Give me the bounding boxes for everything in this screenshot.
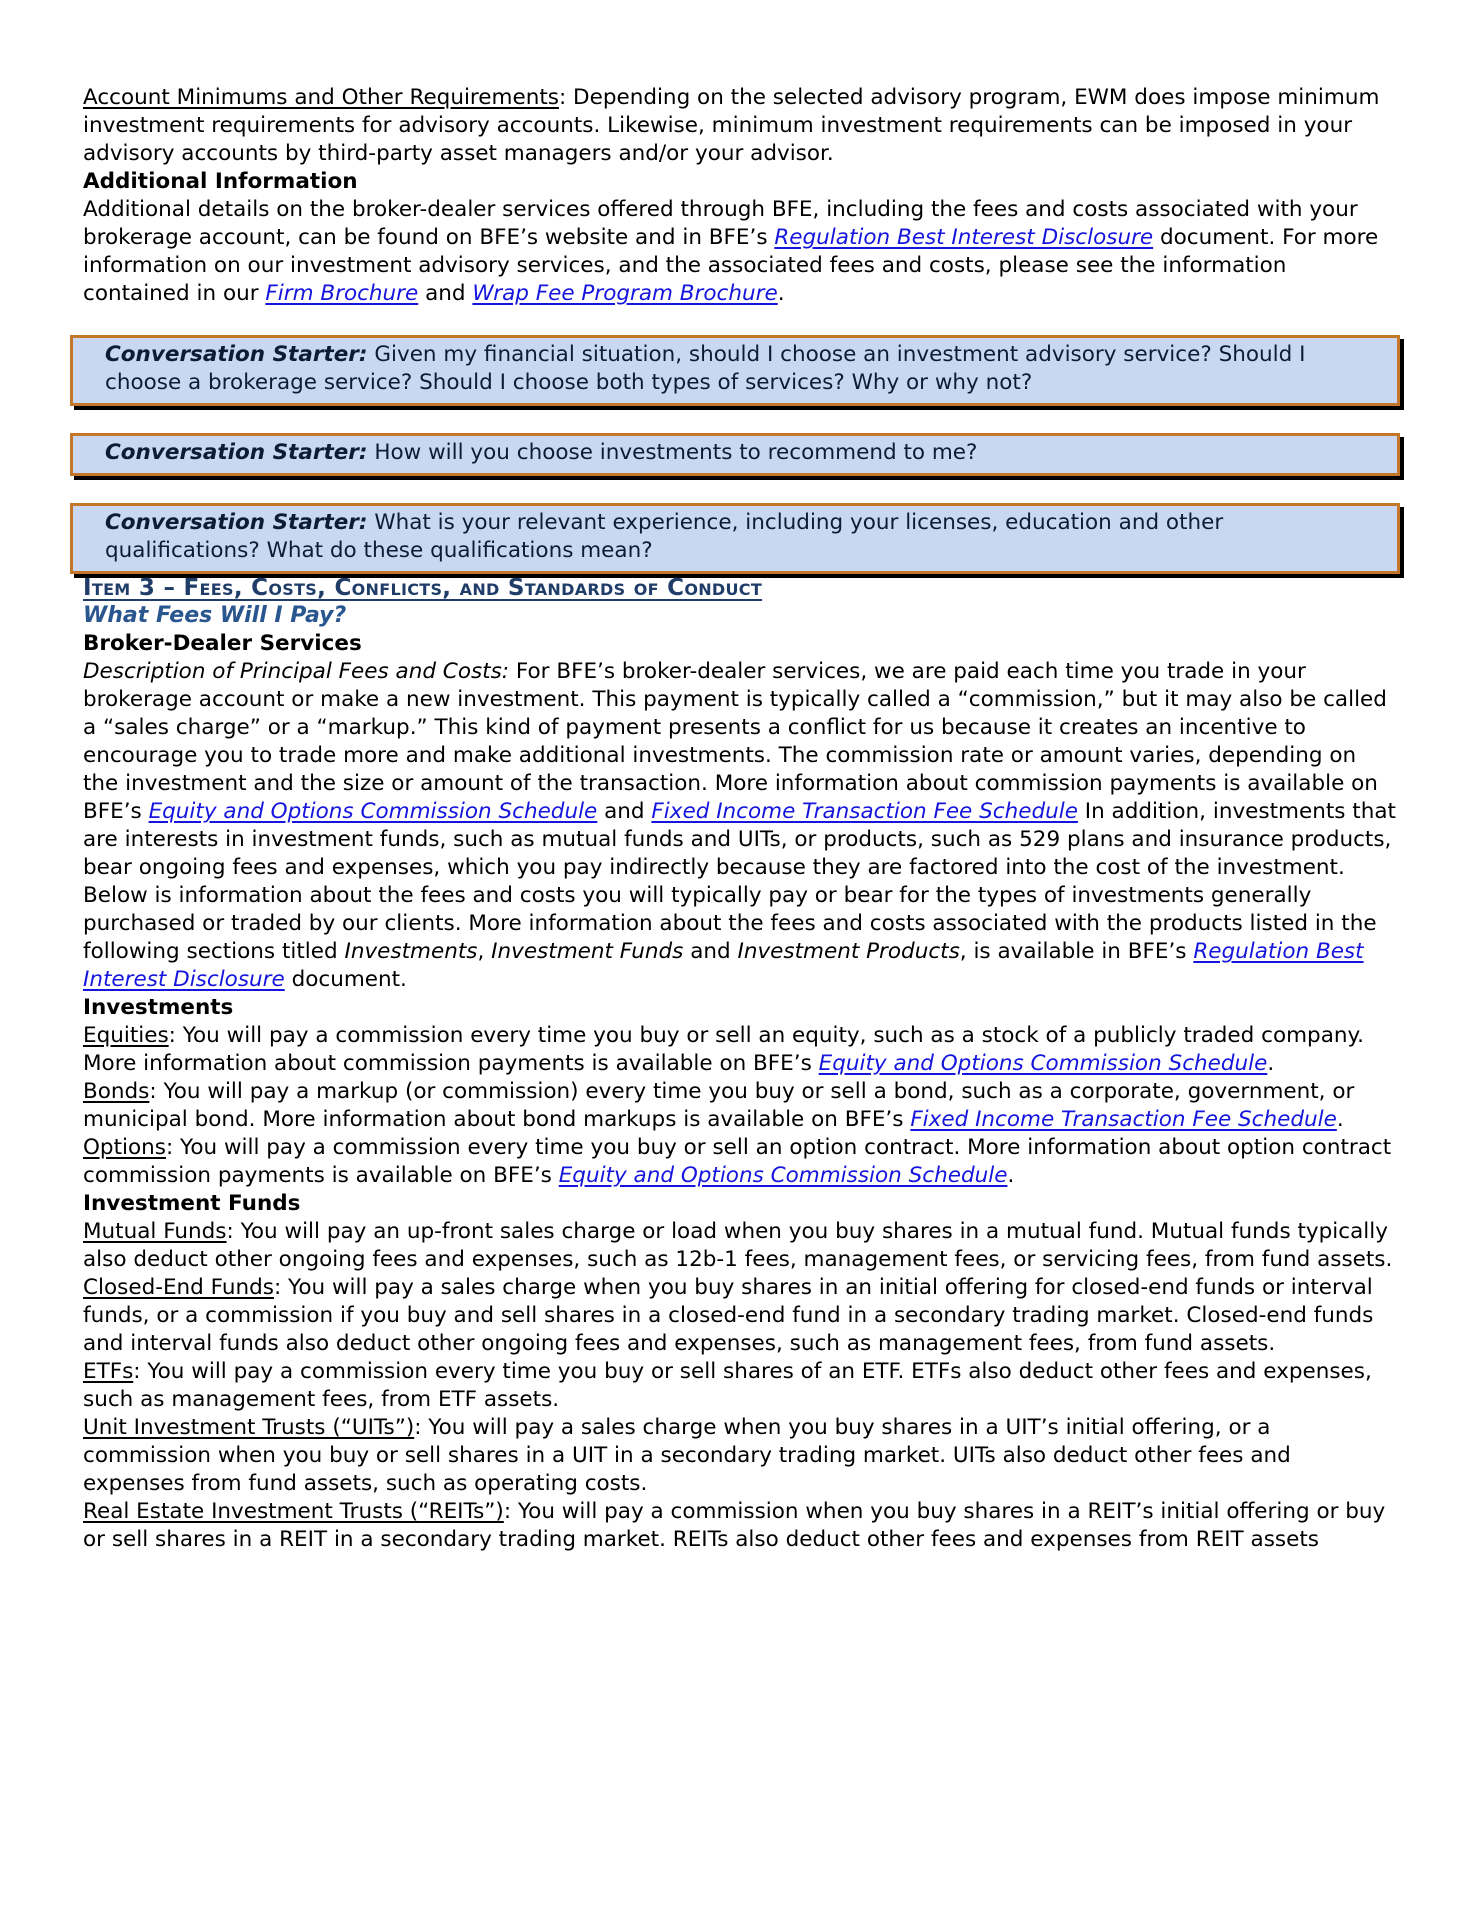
- text-run: Investment Funds: [491, 939, 684, 964]
- text-run: and: [683, 939, 738, 964]
- heading-item-3: [83, 574, 1397, 602]
- text-run: In addition, investments that are interests in investment funds, such as mutual funds and UITs, or products, such as 529 plans and insurance products, bear ongoing fees and expenses, which you pay indirectly because they are factored into the cost of the investment. Below is information about the fees and costs you will typically pay or bear for the types of investments generally purchased or traded by our clients. More information about the fees and costs associated with the products listed in the following sections titled: [83, 799, 1396, 964]
- text-run: : You will pay a commission every time you buy or sell an equity, such as a stock of a publicly traded company. More information about commission payments is available on BFE’s: [83, 1023, 1364, 1076]
- conversation-starter-text: [105, 341, 1377, 397]
- para-mutual-funds: [83, 1218, 1397, 1274]
- inline-link-fixed-income-transaction-fee-schedule[interactable]: Fixed Income Transaction Fee Schedule: [651, 799, 1078, 824]
- text-run: document.: [284, 967, 407, 992]
- text-run: Options: [83, 1135, 166, 1160]
- text-run: Investments: [344, 939, 478, 964]
- conversation-starter-text: [105, 439, 1377, 467]
- text-run: Mutual Funds: [83, 1219, 227, 1244]
- text-run: : You will pay a sales charge when you buy shares in a UIT’s initial offering, or a commission when you buy or sell shares in a UIT in a secondary trading market. UITs also deduct other fees and expenses from fund assets, such as operating costs.: [83, 1415, 1291, 1496]
- text-run: .: [777, 281, 785, 306]
- text-run: Conversation Starter:: [105, 440, 368, 465]
- text-run: What Fees Will I Pay?: [83, 603, 347, 628]
- text-run: document. For more information on our investment advisory services, and the associated fees and costs, please see the information contained in our: [83, 225, 1379, 306]
- text-run: Account Minimums and Other Requirements: [83, 85, 559, 110]
- text-run: : You will pay a commission when you buy shares in a REIT’s initial offering or buy or sell shares in a REIT in a secondary trading market. REITs also deduct other fees and expenses from REIT assets: [83, 1499, 1386, 1552]
- conversation-starter-box-1: [70, 335, 1400, 406]
- inline-link-equity-and-options-commission-schedule[interactable]: Equity and Options Commission Schedule: [558, 1163, 1008, 1188]
- text-run: and: [597, 799, 652, 824]
- inline-link-wrap-fee-program-brochure[interactable]: Wrap Fee Program Brochure: [472, 281, 778, 306]
- para-closed-end-funds: [83, 1274, 1397, 1358]
- heading-what-fees-will-i-pay: [83, 602, 1397, 630]
- inline-link-regulation-best-interest-disclosure[interactable]: Regulation Best Interest Disclosure: [83, 939, 1364, 992]
- para-uits: [83, 1414, 1397, 1498]
- text-run: Item 3 – Fees, Costs, Conflicts, and Standards of Conduct: [83, 575, 763, 601]
- text-run: .: [1336, 1107, 1344, 1132]
- inline-link-equity-and-options-commission-schedule[interactable]: Equity and Options Commission Schedule: [148, 799, 598, 824]
- text-run: Investments: [83, 995, 234, 1020]
- text-run: Additional Information: [83, 169, 358, 194]
- text-run: Additional details on the broker-dealer services offered through BFE, including the fees and costs associated with your brokerage account, can be found on BFE’s website and in BFE’s: [83, 197, 1358, 250]
- text-run: .: [1007, 1163, 1015, 1188]
- text-run: : You will pay a sales charge when you buy shares in an initial offering for closed-end funds or interval funds, or a commission if you buy and sell shares in a closed-end fund in a secondary trading market. Closed-end funds and interval funds also deduct other ongoing fees and expenses, such as management fees, from fund assets.: [83, 1275, 1374, 1356]
- text-run: .: [1267, 1051, 1275, 1076]
- document-content: [83, 84, 1397, 1554]
- text-run: : You will pay a commission every time you buy or sell an option contract. More information about option contract commission payments is available on BFE’s: [83, 1135, 1392, 1188]
- inline-link-firm-brochure[interactable]: Firm Brochure: [265, 281, 419, 306]
- para-options: [83, 1134, 1397, 1190]
- text-run: Investment Funds: [83, 1191, 301, 1216]
- text-run: : You will pay a commission every time you buy or sell shares of an ETF. ETFs also deduct other fees and expenses, such as management fees, from ETF assets.: [83, 1359, 1372, 1412]
- heading-additional-information: [83, 168, 1397, 196]
- para-equities: [83, 1022, 1397, 1078]
- para-reits: [83, 1498, 1397, 1554]
- text-run: How will you choose investments to recommend to me?: [367, 440, 978, 465]
- para-etfs: [83, 1358, 1397, 1414]
- text-run: Real Estate Investment Trusts (“REITs”): [83, 1499, 504, 1524]
- inline-link-equity-and-options-commission-schedule[interactable]: Equity and Options Commission Schedule: [818, 1051, 1268, 1076]
- text-run: Investment Products: [737, 939, 960, 964]
- heading-investments: [83, 994, 1397, 1022]
- para-account-minimums: [83, 84, 1397, 168]
- text-run: Description of Principal Fees and Costs:: [83, 659, 510, 684]
- inline-link-regulation-best-interest-disclosure[interactable]: Regulation Best Interest Disclosure: [774, 225, 1154, 250]
- para-bonds: [83, 1078, 1397, 1134]
- text-run: Unit Investment Trusts (“UITs”): [83, 1415, 415, 1440]
- text-run: Equities: [83, 1023, 169, 1048]
- text-run: Conversation Starter:: [105, 342, 368, 367]
- text-run: , is available in BFE’s: [959, 939, 1194, 964]
- text-run: : Depending on the selected advisory program, EWM does impose minimum investment requirements for advisory accounts. Likewise, minimum investment requirements can be imposed in your advisory accounts by third-party asset managers and/or your advisor.: [83, 85, 1380, 166]
- para-broker-dealer-description: [83, 658, 1397, 994]
- text-run: : You will pay an up-front sales charge or load when you buy shares in a mutual fund. Mutual funds typically also deduct other ongoing fees and expenses, such as 12b-1 fees, management fees, or servicing fees, from fund assets.: [83, 1219, 1393, 1272]
- text-run: What is your relevant experience, including your licenses, education and other qualifications? What do these qualifications mean?: [105, 510, 1224, 563]
- heading-broker-dealer-services: [83, 630, 1397, 658]
- text-run: Closed-End Funds: [83, 1275, 274, 1300]
- text-run: Bonds: [83, 1079, 150, 1104]
- text-run: and: [418, 281, 473, 306]
- para-additional-information: [83, 196, 1397, 308]
- conversation-starter-box-2: [70, 433, 1400, 476]
- conversation-starter-box-3: [70, 503, 1400, 574]
- inline-link-fixed-income-transaction-fee-schedule[interactable]: Fixed Income Transaction Fee Schedule: [910, 1107, 1337, 1132]
- text-run: Conversation Starter:: [105, 510, 368, 535]
- text-run: Broker-Dealer Services: [83, 631, 362, 656]
- text-run: ETFs: [83, 1359, 134, 1384]
- text-run: ,: [477, 939, 492, 964]
- text-run: Given my financial situation, should I choose an investment advisory service? Should I choose a brokerage service? Should I choose both types of services? Why or why not?: [105, 342, 1306, 395]
- heading-investment-funds: [83, 1190, 1397, 1218]
- text-run: : You will pay a markup (or commission) every time you buy or sell a bond, such as a corporate, government, or municipal bond. More information about bond markups is available on BFE’s: [83, 1079, 1355, 1132]
- text-run: For BFE’s broker-dealer services, we are paid each time you trade in your brokerage account or make a new investment. This payment is typically called a “commission,” but it may also be called a “sales charge” or a “markup.” This kind of payment presents a conflict for us because it creates an incentive to encourage you to trade more and make additional investments. The commission rate or amount varies, depending on the investment and the size or amount of the transaction. More information about commission payments is available on BFE’s: [83, 659, 1387, 824]
- conversation-starter-text: [105, 509, 1377, 565]
